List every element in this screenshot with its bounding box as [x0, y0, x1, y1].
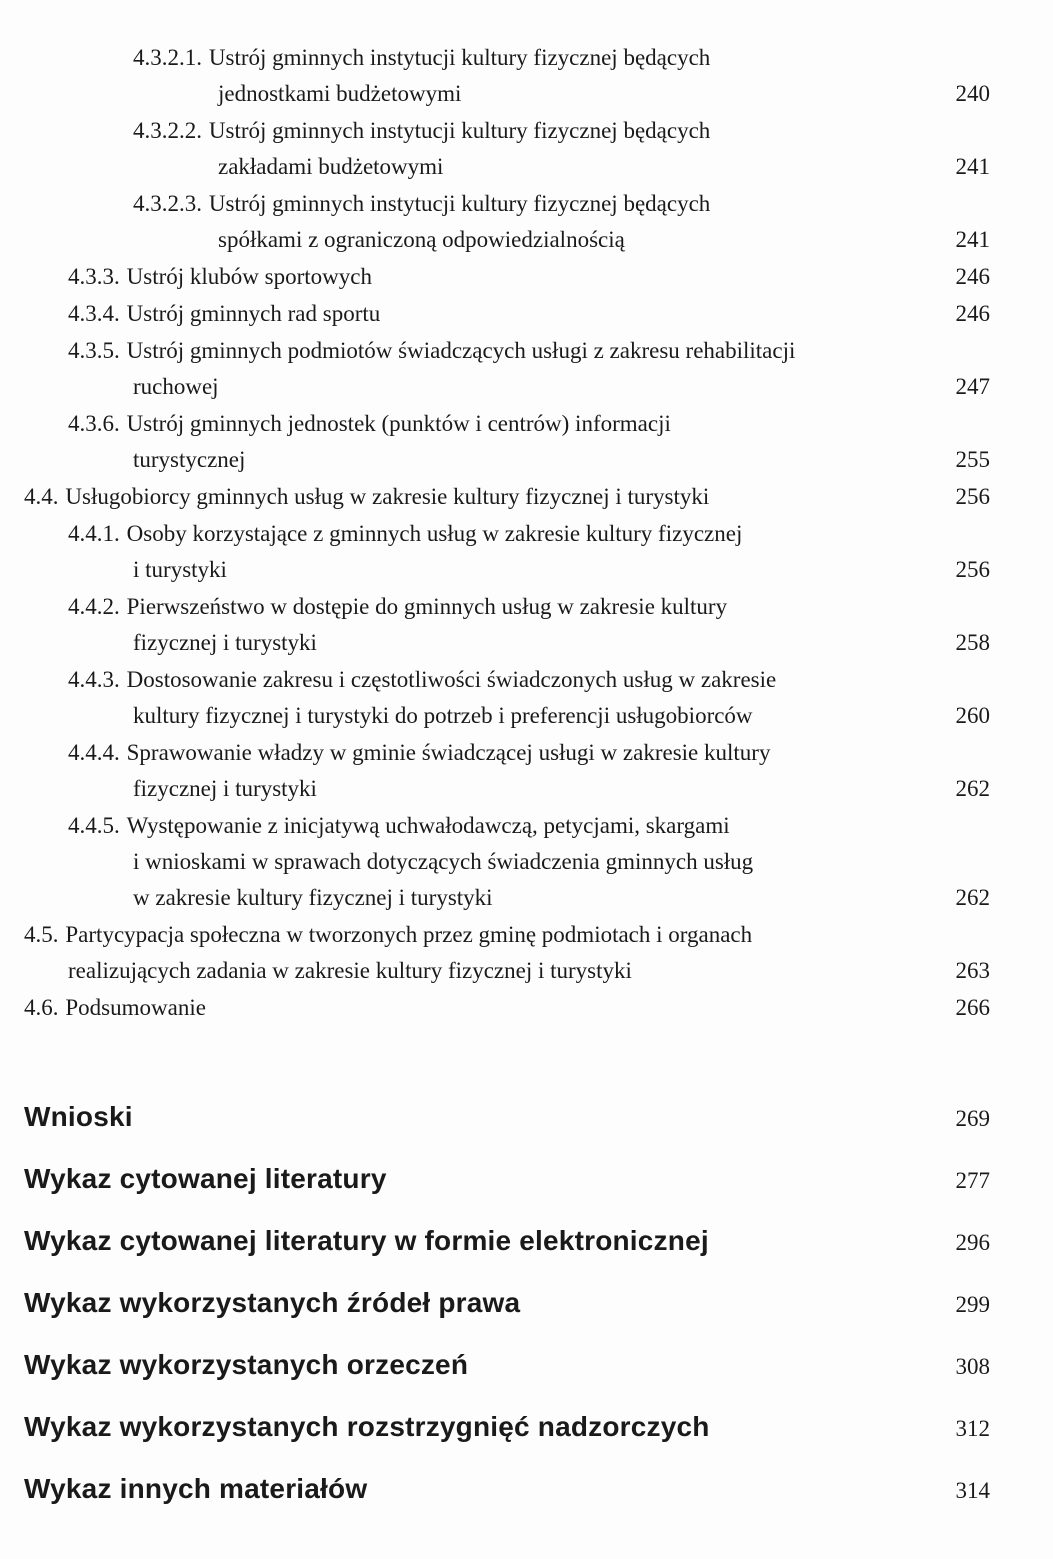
toc-entry-title: Występowanie z inicjatywą uchwałodawczą, petycjami, skargami [126, 813, 730, 838]
back-matter-page-number: 296 [955, 1230, 990, 1255]
toc-entry-page-number: 241 [955, 227, 990, 252]
toc-section [24, 40, 990, 1026]
back-matter-page-number: 312 [955, 1416, 990, 1441]
back-matter-title: Wykaz innych materiałów [24, 1473, 368, 1504]
back-matter-page-number: 269 [955, 1106, 990, 1131]
back-matter-title: Wykaz cytowanej literatury [24, 1163, 387, 1194]
toc-entry [24, 186, 990, 258]
toc-entry-page-number: 246 [955, 264, 990, 289]
toc-entry [24, 259, 990, 295]
back-matter-section [24, 1100, 990, 1505]
back-matter-title: Wykaz wykorzystanych źródeł prawa [24, 1287, 521, 1318]
toc-entry-text [68, 296, 928, 332]
toc-entry [24, 990, 990, 1026]
toc-entry-page-number: 260 [955, 703, 990, 728]
toc-entry-title-continuation: i turystyki [133, 557, 227, 582]
toc-entry [24, 40, 990, 112]
toc-entry-title: Partycypacja społeczna w tworzonych przez gminę podmiotach i organach [65, 922, 753, 947]
back-matter-title: Wykaz wykorzystanych orzeczeń [24, 1349, 469, 1380]
back-matter-entry [24, 1224, 990, 1257]
toc-entry-title-continuation: zakładami budżetowymi [218, 154, 444, 179]
toc-entry-number: 4.4.3. [68, 667, 120, 692]
toc-entry-title-continuation: fizycznej i turystyki [133, 630, 317, 655]
toc-entry-number: 4.5. [24, 922, 59, 947]
toc-entry-page-number: 247 [955, 374, 990, 399]
toc-entry-number: 4.4.1. [68, 521, 120, 546]
toc-entry-page-number: 240 [955, 81, 990, 106]
toc-entry-number: 4.3.3. [68, 264, 120, 289]
toc-entry [24, 113, 990, 185]
toc-entry-title: Usługobiorcy gminnych usług w zakresie kultury fizycznej i turystyki [65, 484, 710, 509]
toc-entry-number: 4.6. [24, 995, 59, 1020]
toc-entry-title: Ustrój gminnych podmiotów świadczących usługi z zakresu rehabilitacji [126, 338, 796, 363]
toc-entry-title-continuation: turystycznej [133, 447, 246, 472]
toc-entry-page-number: 263 [955, 958, 990, 983]
toc-entry-page-number: 266 [955, 995, 990, 1020]
toc-entry-title-continuation: ruchowej [133, 374, 219, 399]
toc-entry-title: Ustrój gminnych instytucji kultury fizycznej będących [208, 45, 711, 70]
toc-entry [24, 479, 990, 515]
toc-entry-number: 4.4. [24, 484, 59, 509]
back-matter-page-number: 277 [955, 1168, 990, 1193]
toc-entry-title: Ustrój gminnych instytucji kultury fizycznej będących [208, 118, 711, 143]
toc-entry [24, 808, 990, 916]
toc-entry-text [24, 917, 928, 989]
toc-entry [24, 516, 990, 588]
toc-entry-text [68, 735, 928, 807]
toc-entry-text [133, 40, 928, 112]
toc-entry-number: 4.3.2.3. [133, 191, 202, 216]
toc-entry-title-continuation: spółkami z ograniczoną odpowiedzialnością [218, 227, 625, 252]
toc-entry-number: 4.3.2.2. [133, 118, 202, 143]
toc-entry-number: 4.3.6. [68, 411, 120, 436]
toc-entry-title: Ustrój gminnych rad sportu [126, 301, 381, 326]
toc-entry-text [133, 113, 928, 185]
back-matter-page-number: 299 [955, 1292, 990, 1317]
back-matter-page-number: 314 [955, 1478, 990, 1503]
toc-entry-page-number: 256 [955, 484, 990, 509]
toc-entry-title: Osoby korzystające z gminnych usług w zakresie kultury fizycznej [126, 521, 743, 546]
toc-entry-title: Dostosowanie zakresu i częstotliwości świadczonych usług w zakresie [126, 667, 777, 692]
back-matter-page-number: 308 [955, 1354, 990, 1379]
toc-entry-text [68, 406, 928, 478]
toc-entry-number: 4.4.4. [68, 740, 120, 765]
toc-entry-text [68, 516, 928, 588]
toc-entry-page-number: 246 [955, 301, 990, 326]
toc-entry-title: Podsumowanie [65, 995, 206, 1020]
toc-entry [24, 735, 990, 807]
toc-entry [24, 589, 990, 661]
toc-entry-title-continuation: i wnioskami w sprawach dotyczących świadczenia gminnych usług [133, 849, 754, 874]
toc-entry-page-number: 258 [955, 630, 990, 655]
toc-entry [24, 662, 990, 734]
back-matter-title: Wnioski [24, 1101, 133, 1132]
toc-entry-title: Ustrój klubów sportowych [126, 264, 372, 289]
back-matter-title: Wykaz wykorzystanych rozstrzygnięć nadzorczych [24, 1411, 710, 1442]
toc-entry-title-continuation: w zakresie kultury fizycznej i turystyki [133, 885, 493, 910]
toc-entry-page-number: 255 [955, 447, 990, 472]
toc-entry [24, 296, 990, 332]
toc-entry-text [68, 662, 928, 734]
toc-entry-title-continuation: jednostkami budżetowymi [218, 81, 462, 106]
toc-entry-title: Ustrój gminnych instytucji kultury fizycznej będących [208, 191, 711, 216]
back-matter-entry [24, 1286, 990, 1319]
toc-entry-text [68, 259, 928, 295]
toc-entry-number: 4.3.4. [68, 301, 120, 326]
back-matter-entry [24, 1100, 990, 1133]
back-matter-entry [24, 1410, 990, 1443]
toc-entry-text [68, 589, 928, 661]
back-matter-title: Wykaz cytowanej literatury w formie elektronicznej [24, 1225, 709, 1256]
toc-entry-title: Ustrój gminnych jednostek (punktów i centrów) informacji [126, 411, 671, 436]
toc-entry-number: 4.4.2. [68, 594, 120, 619]
toc-entry-text [133, 186, 928, 258]
toc-entry [24, 406, 990, 478]
toc-entry-title-continuation: realizujących zadania w zakresie kultury fizycznej i turystyki [68, 958, 632, 983]
toc-entry-title: Pierwszeństwo w dostępie do gminnych usług w zakresie kultury [126, 594, 728, 619]
back-matter-entry [24, 1472, 990, 1505]
toc-entry-text [24, 990, 928, 1026]
toc-entry-page-number: 262 [955, 885, 990, 910]
toc-entry-title-continuation: kultury fizycznej i turystyki do potrzeb i preferencji usługobiorców [133, 703, 753, 728]
toc-entry-page-number: 241 [955, 154, 990, 179]
toc-entry-number: 4.3.5. [68, 338, 120, 363]
toc-entry-page-number: 256 [955, 557, 990, 582]
toc-entry-title-continuation: fizycznej i turystyki [133, 776, 317, 801]
toc-entry [24, 333, 990, 405]
toc-entry-text [68, 333, 928, 405]
toc-entry-title: Sprawowanie władzy w gminie świadczącej usługi w zakresie kultury [126, 740, 771, 765]
toc-entry-text [24, 479, 928, 515]
toc-entry-number: 4.3.2.1. [133, 45, 202, 70]
toc-entry [24, 917, 990, 989]
toc-entry-page-number: 262 [955, 776, 990, 801]
toc-entry-text [68, 808, 928, 916]
toc-entry-number: 4.4.5. [68, 813, 120, 838]
back-matter-entry [24, 1348, 990, 1381]
back-matter-entry [24, 1162, 990, 1195]
